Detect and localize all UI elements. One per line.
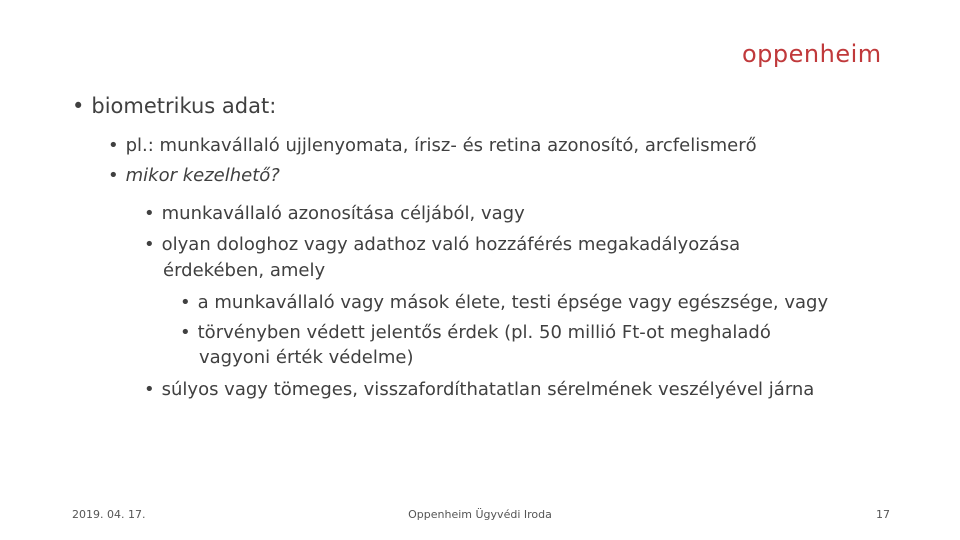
bullet-text: vagyoni érték védelme) bbox=[199, 347, 414, 368]
bullet-protected-interest-cont bbox=[199, 349, 414, 367]
bullet-text: a munkavállaló vagy mások élete, testi épsége vagy egészsége, vagy bbox=[197, 292, 829, 313]
bullet-identification: • munkavállaló azonosítása céljából, vagy bbox=[144, 203, 525, 224]
bullet-life-health: • a munkavállaló vagy mások élete, testi épsége vagy egészsége, vagy bbox=[180, 292, 829, 313]
bullet-text: biometrikus adat: bbox=[91, 94, 277, 118]
bullet-text: pl.: munkavállaló ujjlenyomata, írisz- és retina azonosító, arcfelismerő bbox=[125, 135, 757, 156]
bullet-biometric: • biometrikus adat: bbox=[72, 94, 277, 118]
bullet-text: mikor kezelhető? bbox=[125, 165, 280, 186]
bullet-serious-harm: • súlyos vagy tömeges, visszafordíthatatlan sérelmének veszélyével járna bbox=[144, 379, 815, 400]
bullet-access-prevention: • olyan dologhoz vagy adathoz való hozzáférés megakadályozása bbox=[144, 234, 741, 255]
logo bbox=[742, 42, 882, 66]
bullet-text: érdekében, amely bbox=[163, 260, 326, 281]
page-number: 17 bbox=[876, 508, 890, 521]
footer-date: 2019. 04. 17. bbox=[72, 508, 146, 521]
logo-text: oppenheim bbox=[742, 40, 882, 68]
bullet-protected-interest: • törvényben védett jelentős érdek (pl. 50 millió Ft-ot meghaladó bbox=[180, 322, 771, 343]
bullet-text: súlyos vagy tömeges, visszafordíthatatlan sérelmének veszélyével járna bbox=[161, 379, 815, 400]
footer-firm: Oppenheim Ügyvédi Iroda bbox=[408, 508, 552, 521]
bullet-text: törvényben védett jelentős érdek (pl. 50 millió Ft-ot meghaladó bbox=[197, 322, 771, 343]
bullet-example: • pl.: munkavállaló ujjlenyomata, írisz- és retina azonosító, arcfelismerő bbox=[108, 135, 757, 156]
bullet-access-prevention-cont bbox=[163, 262, 325, 280]
bullet-text: munkavállaló azonosítása céljából, vagy bbox=[161, 203, 525, 224]
bullet-question: • mikor kezelhető? bbox=[108, 165, 280, 186]
bullet-text: olyan dologhoz vagy adathoz való hozzáférés megakadályozása bbox=[161, 234, 741, 255]
